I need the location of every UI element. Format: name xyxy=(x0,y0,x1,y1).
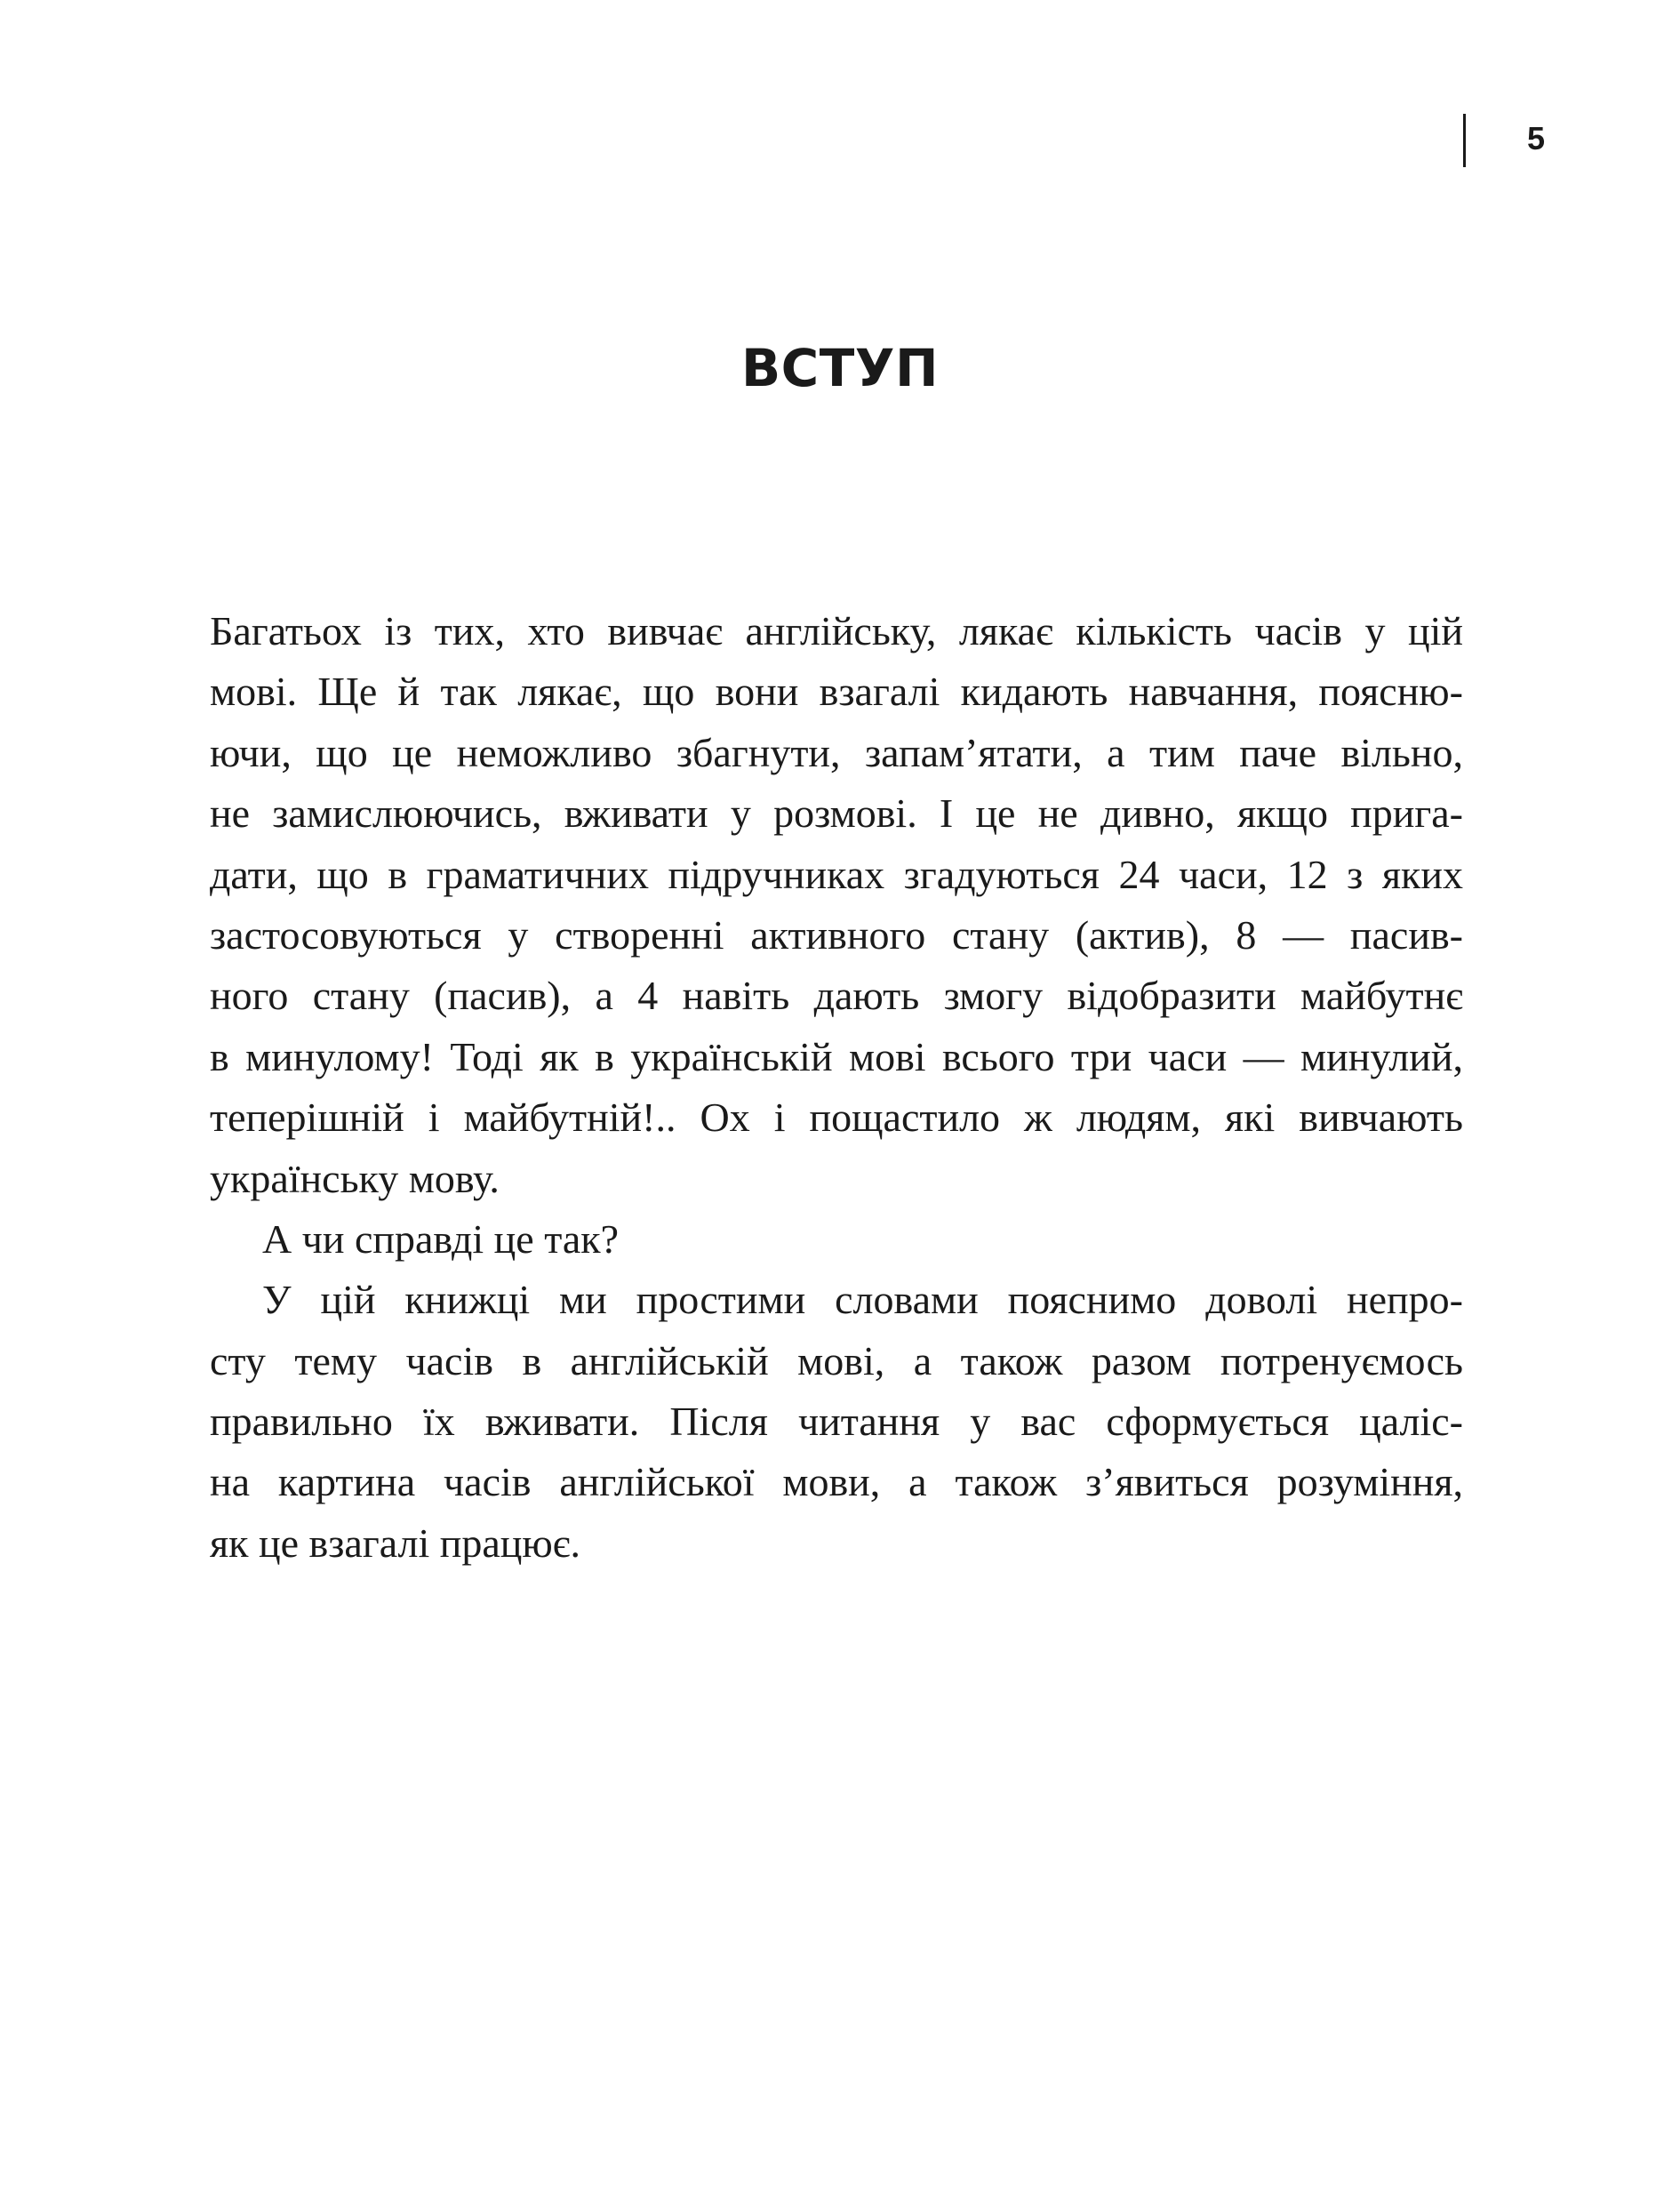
text-line: на картина часів англійської мови, а також з’явиться розуміння, xyxy=(210,1459,1463,1505)
text-line: У цій книжці ми простими словами пояснимо доволі непро- xyxy=(262,1277,1463,1323)
text-line: Багатьох із тих, хто вивчає англійську, лякає кількість часів у цій xyxy=(210,608,1463,653)
page-number-divider xyxy=(1463,114,1466,167)
text-line: застосовуються у створенні активного стану (актив), 8 — пасив- xyxy=(210,911,1463,958)
paragraph-2 xyxy=(210,1209,1463,1270)
text-line: дати, що в граматичних підручниках згадуються 24 часи, 12 з яких xyxy=(210,851,1463,897)
body-text xyxy=(210,601,1463,1574)
page-number: 5 xyxy=(1527,120,1546,156)
text-line: ного стану (пасив), а 4 навіть дають змогу відобразити майбутнє xyxy=(210,973,1463,1019)
text-line: українську мову. xyxy=(210,1155,500,1201)
text-line: сту тему часів в англійській мові, а також разом потренуємось xyxy=(210,1337,1463,1383)
paragraph-1 xyxy=(210,601,1463,1209)
chapter-title: ВСТУП xyxy=(740,338,940,398)
text-line: А чи справді це так? xyxy=(262,1215,620,1262)
text-line: як це взагалі працює. xyxy=(210,1519,581,1566)
text-line: теперішній і майбутній!.. Ох і пощастило ж людям, які вивчають xyxy=(210,1094,1463,1141)
paragraph-3 xyxy=(210,1270,1463,1574)
text-line: мові. Ще й так лякає, що вони взагалі кидають навчання, поясню- xyxy=(210,669,1463,715)
text-line: ючи, що це неможливо збагнути, запам’ятати, а тим паче вільно, xyxy=(210,729,1463,775)
text-line: в минулому! Тоді як в українській мові всього три часи — минулий, xyxy=(210,1033,1463,1079)
text-line: правильно їх вживати. Після читання у вас сформується цаліс- xyxy=(210,1399,1463,1445)
text-line: не замислюючись, вживати у розмові. І це не дивно, якщо прига- xyxy=(210,790,1463,837)
